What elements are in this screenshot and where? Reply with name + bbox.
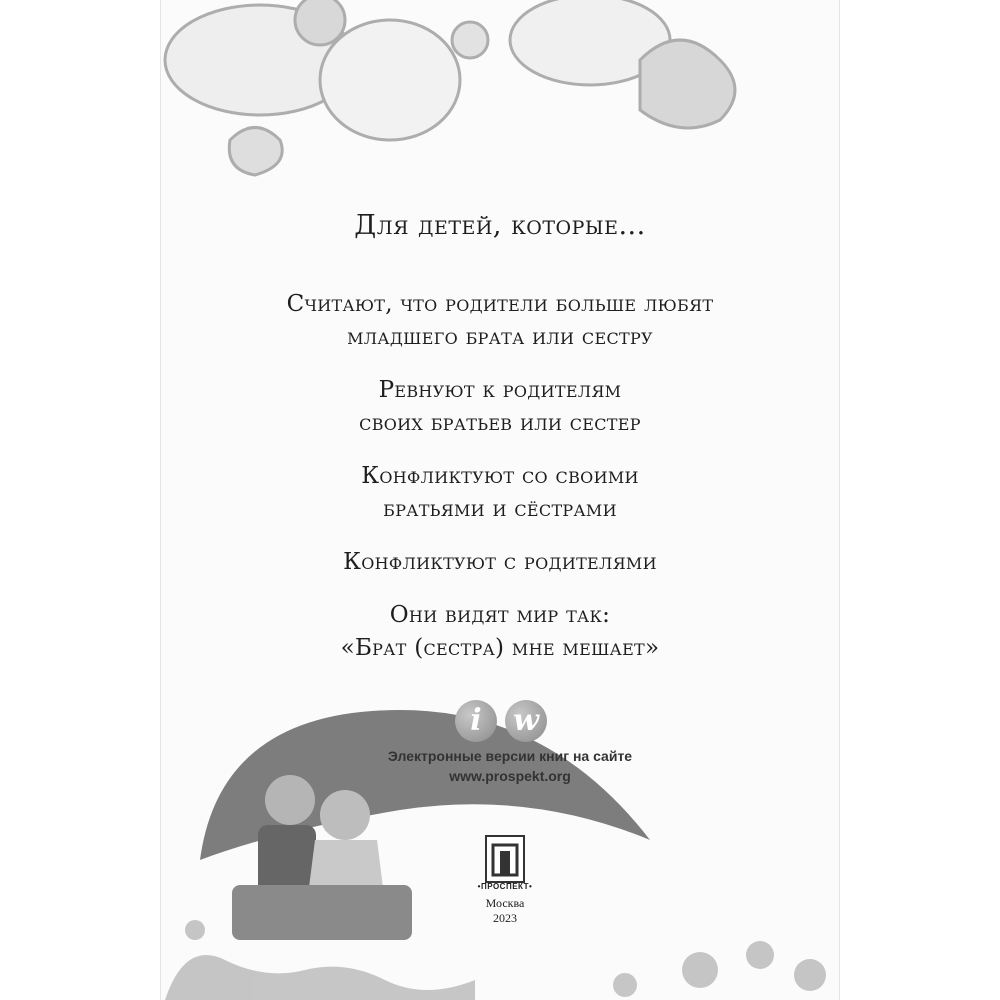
reason-line: «Брат (сестра) мне мешает» — [340, 635, 660, 661]
info-letter-icon: i — [455, 700, 497, 742]
reason-item — [160, 374, 840, 440]
web-letter-icon: w — [505, 700, 547, 742]
publisher-city: Москва — [485, 896, 525, 910]
publisher-place — [455, 896, 555, 926]
ebook-note: Электронные версии книг на сайте — [387, 748, 633, 764]
reason-item — [160, 288, 840, 354]
reason-line: младшего брата или сестру — [347, 324, 653, 350]
site-url: www.prospekt.org — [449, 768, 571, 784]
reason-line: братьями и сёстрами — [383, 496, 617, 522]
reason-line: Конфликтуют со своими — [361, 463, 639, 489]
reason-item — [160, 599, 840, 665]
reason-item — [160, 460, 840, 526]
reason-line: Они видят мир так: — [389, 602, 611, 628]
reason-line: своих братьев или сестер — [359, 410, 641, 436]
publisher-year: 2023 — [493, 911, 517, 925]
reason-item — [160, 546, 840, 579]
reasons-list — [160, 288, 840, 685]
publisher-emblem-icon — [485, 835, 525, 883]
reason-line: Ревнуют к родителям — [378, 377, 622, 403]
ebook-logo — [455, 700, 575, 745]
reason-line: Конфликтуют с родителями — [343, 549, 657, 575]
page-heading: Для детей, которые... — [354, 210, 646, 241]
reason-line: Считают, что родители больше любят — [286, 291, 714, 317]
publisher-name: •ПРОСПЕКТ• — [477, 882, 533, 891]
